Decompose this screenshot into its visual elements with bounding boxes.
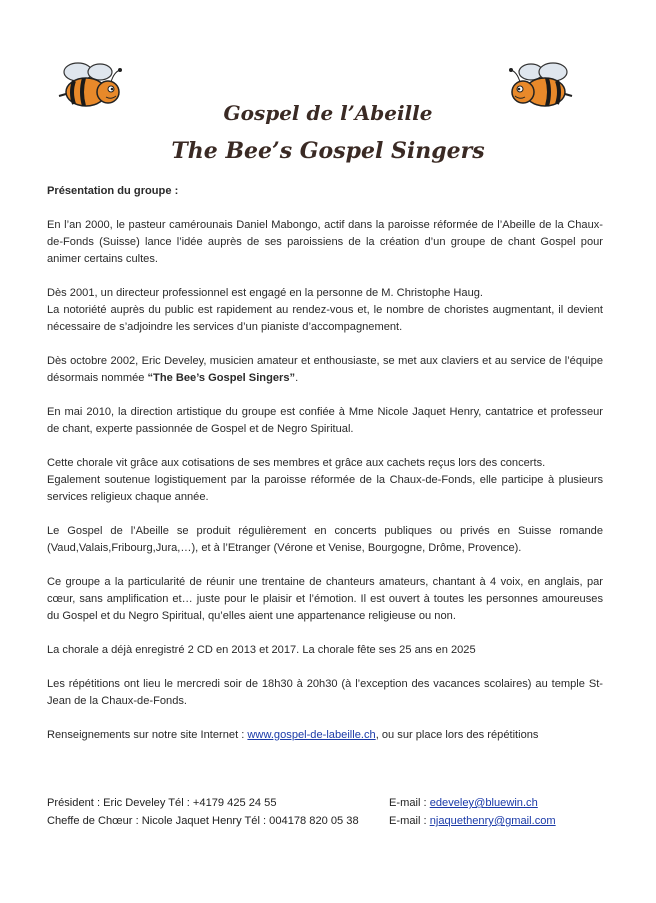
paragraph-pianist-text: Dès octobre 2002, Eric Develey, musicien amateur et enthousiaste, se met aux claviers et au service de l’équipe désormais nommée xyxy=(47,355,603,384)
paragraph-info-end: , ou sur place lors des répétitions xyxy=(375,729,539,741)
page-subtitle: The Bee’s Gospel Singers xyxy=(171,138,485,164)
page-title: Gospel de l’Abeille xyxy=(223,101,433,125)
paragraph-rehearsals: Les répétitions ont lieu le mercredi soir de 18h30 à 20h30 (à l’exception des vacances scolaires) au temple St-Jean de la Chaux-de-Fonds. xyxy=(47,678,603,707)
choir-leader-email-link[interactable]: njaquethenry@gmail.com xyxy=(429,815,556,827)
president-email-row xyxy=(389,795,538,812)
paragraph-pianist-end: . xyxy=(295,372,299,384)
choir-leader-email-row xyxy=(389,813,556,830)
paragraph-funding xyxy=(47,455,603,506)
choir-leader-info: Cheffe de Chœur : Nicole Jaquet Henry Tél : 004178 820 05 38 xyxy=(47,815,359,827)
document-body xyxy=(47,183,603,744)
paragraph-history: En l’an 2000, le pasteur camérounais Daniel Mabongo, actif dans la paroisse réformée de l’Abeille de la Chaux-de-Fonds (Suisse) lance l’idée auprès de ses paroissiens de la création d’un groupe de chant Gospel pour animer certains cultes. xyxy=(47,219,603,265)
paragraph-info xyxy=(47,727,603,744)
paragraph-info-text: Renseignements sur notre site Internet : xyxy=(47,729,248,741)
paragraph-particularity: Ce groupe a la particularité de réunir une trentaine de chanteurs amateurs, chantant à 4 voix, en anglais, par cœur, sans amplification et… juste pour le plaisir et l’émotion. Il est ouvert à toutes les personnes amoureuses du Gospel et du Negro Spiritual, qu’elles aient une appartenance religieuse ou non. xyxy=(47,576,603,622)
group-name: “The Bee’s Gospel Singers” xyxy=(147,372,296,384)
paragraph-recordings: La chorale a déjà enregistré 2 CD en 2013 et 2017. La chorale fête ses 25 ans en 2025 xyxy=(47,644,476,656)
paragraph-director-line2: La notoriété auprès du public est rapidement au rendez-vous et, le nombre de choristes augmentant, il devient nécessaire de s’adjoindre les services d’un pianiste d’accompagnement. xyxy=(47,304,603,333)
section-title: Présentation du groupe : xyxy=(47,185,179,197)
paragraph-concerts: Le Gospel de l’Abeille se produit régulièrement en concerts publiques ou privés en Suisse romande (Vaud,Valais,Fribourg,Jura,…), et à l’Etranger (Vérone et Venise, Bourgogne, Drôme, Provence). xyxy=(47,525,603,554)
paragraph-funding-line2: Egalement soutenue logistiquement par la paroisse réformée de la Chaux-de-Fonds, elle participe à plusieurs services religieux chaque année. xyxy=(47,474,603,503)
paragraph-funding-line1: Cette chorale vit grâce aux cotisations de ses membres et grâce aux cachets reçus lors des concerts. xyxy=(47,457,546,469)
president-info: Président : Eric Develey Tél : +4179 425 24 55 xyxy=(47,797,277,809)
paragraph-director-line1: Dès 2001, un directeur professionnel est engagé en la personne de M. Christophe Haug. xyxy=(47,287,484,299)
president-email-link[interactable]: edeveley@bluewin.ch xyxy=(429,797,538,809)
paragraph-director xyxy=(47,285,603,336)
paragraph-pianist xyxy=(47,353,603,387)
paragraph-artistic-direction: En mai 2010, la direction artistique du groupe est confiée à Mme Nicole Jaquet Henry, cantatrice et professeur de chant, experte passionnée de Gospel et de Negro Spiritual. xyxy=(47,406,603,435)
email-label: E-mail : xyxy=(389,815,430,827)
email-label: E-mail : xyxy=(389,797,430,809)
website-link[interactable]: www.gospel-de-labeille.ch xyxy=(247,729,376,741)
